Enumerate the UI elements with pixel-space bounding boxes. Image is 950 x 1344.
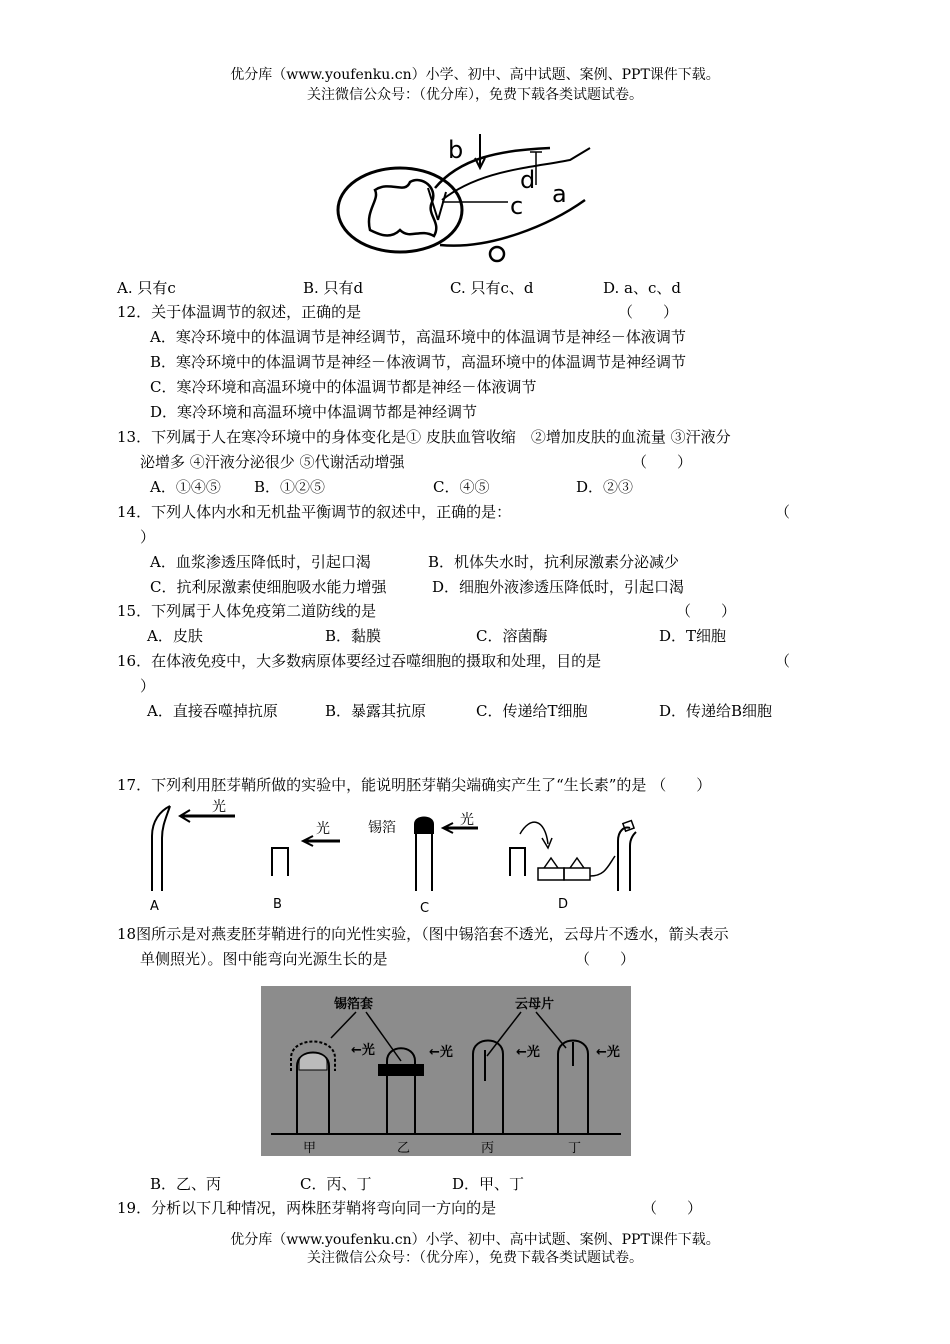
q16-paren-close: ） [140,677,156,695]
q15-option-c: C．溶菌酶 [476,627,548,645]
ganglion [490,247,504,261]
label-yi: 乙 [397,1141,411,1156]
q15-option-b: B．黏膜 [325,627,382,645]
q12-option-a: A．寒冷环境中的体温调节是神经调节，高温环境中的体温调节是神经－体液调节 [150,328,686,346]
q14-option-a: A．血浆渗透压降低时，引起口渴 [150,553,371,571]
foil-cap-label: 锡箔套 [334,997,374,1012]
q18-option-c: C．丙、丁 [300,1175,372,1193]
q12-paren: （ ） [618,303,679,321]
q12-option-c: C．寒冷环境和高温环境中的体温调节都是神经－体液调节 [150,378,537,396]
q17-light-label-b: 光 [316,821,330,837]
q14-option-b: B．机体失水时，抗利尿激素分泌减少 [428,553,680,571]
q14-paren-close: ） [140,528,156,546]
q12-stem: 12．关于体温调节的叙述，正确的是 [117,303,362,321]
q12-option-d: D．寒冷环境和高温环境中体温调节都是神经调节 [150,403,478,421]
q18-stem-line1: 18图所示是对燕麦胚芽鞘进行的向光性实验，（图中锡箔套不透光，云母片不透水，箭头表示 [117,925,729,943]
q16-option-d: D．传递给B细胞 [659,702,773,720]
q13-paren: （ ） [632,453,693,471]
q13-stem-line1: 13．下列属于人在寒冷环境中的身体变化是① 皮肤血管收缩 ②增加皮肤的血流量 ③汗液分 [117,428,731,446]
q18-stem-line2: 单侧照光）。图中能弯向光源生长的是 [140,950,388,968]
q13-stem-line2: 泌增多 ④汗液分泌很少 ⑤代谢活动增强 [140,453,405,471]
q14-option-d: D．细胞外液渗透压降低时，引起口渴 [432,578,685,596]
light-label-ding: ←光 [596,1045,620,1060]
mica-label: 云母片 [515,997,555,1012]
q14-stem: 14．下列人体内水和无机盐平衡调节的叙述中，正确的是： [117,503,512,521]
light-label-yi: ←光 [429,1045,453,1060]
q16-option-a: A．直接吞噬掉抗原 [147,702,278,720]
foil-cap [414,817,434,835]
q13-option-d: D．②③ [576,478,634,496]
q15-stem: 15．下列属于人体免疫第二道防线的是 [117,602,377,620]
label-jia: 甲 [303,1141,317,1156]
q16-option-c: C．传递给T细胞 [476,702,588,720]
q16-stem: 16．在体液免疫中，大多数病原体要经过吞噬细胞的摄取和处理，目的是 [117,652,602,670]
reflex-arc-figure [330,130,600,275]
q13-option-c: C．④⑤ [433,478,490,496]
footer-line-1: 优分库（www.youfenku.cn）小学、初中、高中试题、案例、PPT课件下载。 [230,1232,720,1248]
gray-matter-outline [369,180,436,236]
coleoptile-experiment-figure [140,796,650,918]
q13-option-b: B．①②⑤ [254,478,326,496]
q17-foil-label: 锡箔 [368,820,396,836]
label-b: b [448,136,464,164]
header-line-1: 优分库（www.youfenku.cn）小学、初中、高中试题、案例、PPT课件下载。 [230,67,720,83]
foil-band [378,1064,424,1076]
q11-option-a: A. 只有c [117,279,176,297]
label-bing: 丙 [481,1141,495,1156]
light-label-jia: ←光 [351,1043,375,1058]
q11-option-b: B. 只有d [303,279,364,297]
label-ding: 丁 [568,1141,582,1156]
light-label-bing: ←光 [516,1045,540,1060]
q18-paren: （ ） [575,950,636,968]
q17-label-a: A [150,899,159,914]
q15-paren: （ ） [676,602,737,620]
q19-paren: （ ） [642,1199,703,1217]
q18-option-d: D．甲、丁 [452,1175,525,1193]
q18-option-b: B．乙、丙 [150,1175,222,1193]
q16-option-b: B．暴露其抗原 [325,702,427,720]
phototropism-experiment-figure [261,986,631,1156]
q11-option-c: C. 只有c、d [450,279,534,297]
q17-light-label-a: 光 [212,799,226,815]
q17-label-b: B [273,897,282,912]
q17-label-d: D [558,897,569,912]
q17-label-c: C [420,901,430,916]
q14-option-c: C．抗利尿激素使细胞吸水能力增强 [150,578,387,596]
q13-option-a: A．①④⑤ [150,478,221,496]
q19-stem: 19．分析以下几种情况，两株胚芽鞘将弯向同一方向的是 [117,1199,497,1217]
q15-option-d: D．T细胞 [659,627,727,645]
q17-light-label-c: 光 [460,812,474,828]
q16-paren-open: （ [775,652,791,670]
q14-paren-open: （ [775,503,791,521]
label-a: a [552,180,567,208]
q17-stem: 17．下列利用胚芽鞘所做的实验中，能说明胚芽鞘尖端确实产生了“生长素”的是 （ ） [117,776,712,794]
header-line-2: 关注微信公众号：（优分库），免费下载各类试题试卷。 [307,87,643,103]
q15-option-a: A．皮肤 [147,627,203,645]
q12-option-b: B．寒冷环境中的体温调节是神经－体液调节，高温环境中的体温调节是神经调节 [150,353,687,371]
label-d: d [520,166,536,194]
label-c: c [510,192,524,220]
footer-line-2: 关注微信公众号：（优分库），免费下载各类试题试卷。 [307,1250,643,1266]
q11-option-d: D. a、c、d [603,279,681,297]
